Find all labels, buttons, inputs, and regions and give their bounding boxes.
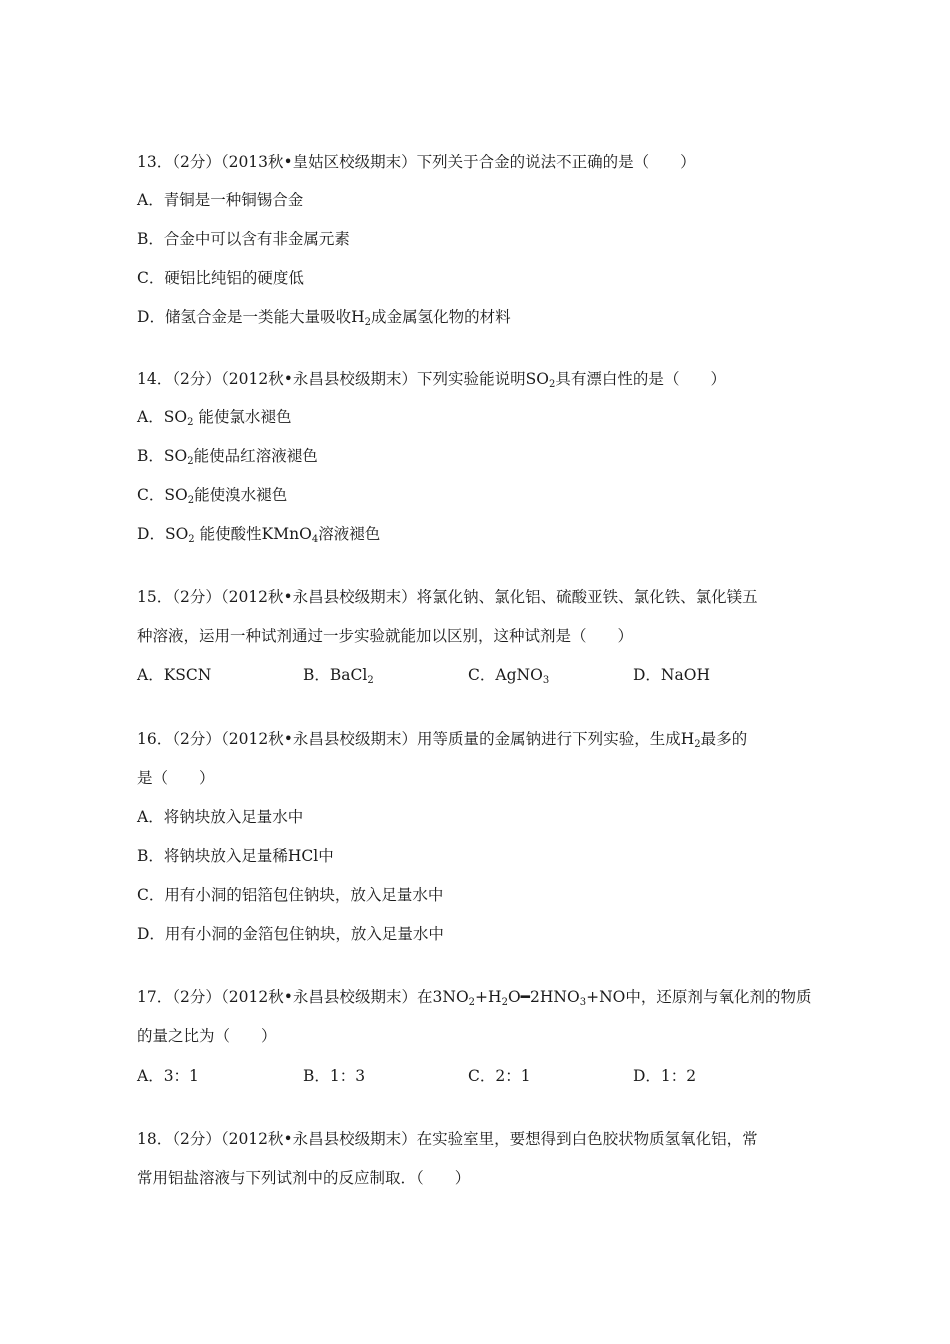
question-18-stem-line-1: 18．（2分）（2012秋•永昌县校级期末）在实验室里，要想得到白色胶状物质氢氧化铝，常: [137, 1130, 758, 1148]
question-16-option-a: A．将钠块放入足量水中: [137, 808, 304, 826]
question-17-option-b: B．1：3: [303, 1067, 366, 1085]
question-15-option-b: B．BaCl$_2$: [303, 666, 374, 686]
question-14-option-c: C．$SO_2$能使溴水褪色: [137, 486, 288, 506]
question-15-option-a: A．KSCN: [137, 666, 212, 684]
question-14-option-b: B．$SO_2$能使品红溶液褪色: [137, 447, 318, 467]
question-15-stem-line-1: 15．（2分）（2012秋•永昌县校级期末）将氯化钠、氯化铝、硫酸亚铁、氯化铁、氯化镁五: [137, 588, 758, 606]
question-13-option-d: D．储氢合金是一类能大量吸收$H_2$成金属氢化物的材料: [137, 308, 511, 328]
question-16-option-d: D．用有小洞的金箔包住钠块，放入足量水中: [137, 925, 444, 943]
question-13-option-b: B．合金中可以含有非金属元素: [137, 230, 350, 248]
question-17-option-d: D．1：2: [633, 1067, 697, 1085]
question-16-option-b: B．将钠块放入足量稀HCl中: [137, 847, 334, 865]
question-16-stem-line-2: 是（ ）: [137, 769, 215, 787]
question-18-stem-line-2: 常用铝盐溶液与下列试剂中的反应制取．（ ）: [137, 1169, 471, 1187]
question-15-option-c: C．AgNO$_3$: [468, 666, 550, 686]
question-17-stem-line-1: 17．（2分）（2012秋•永昌县校级期末）在$3NO_2+H_2O━2HNO_3+NO$中，还原剂与氧化剂的物质: [137, 988, 812, 1008]
question-14-option-a: A．$SO_2$ 能使氯水褪色: [137, 408, 292, 428]
question-17-stem-line-2: 的量之比为（ ）: [137, 1027, 277, 1045]
question-16-option-c: C．用有小洞的铝箔包住钠块，放入足量水中: [137, 886, 444, 904]
question-17-option-c: C．2：1: [468, 1067, 531, 1085]
question-14-option-d: D．$SO_2$ 能使酸性KMnO$_4$溶液褪色: [137, 525, 381, 545]
question-13-option-c: C．硬铝比纯铝的硬度低: [137, 269, 304, 287]
question-13-stem: 13．（2分）（2013秋•皇姑区校级期末）下列关于合金的说法不正确的是（ ）: [137, 153, 696, 171]
question-17-option-a: A．3：1: [137, 1067, 199, 1085]
question-15-stem-line-2: 种溶液，运用一种试剂通过一步实验就能加以区别，这种试剂是（ ）: [137, 627, 634, 645]
question-14-stem: 14．（2分）（2012秋•永昌县校级期末）下列实验能说明$SO_2$具有漂白性的是（ ）: [137, 370, 726, 390]
question-16-stem-line-1: 16．（2分）（2012秋•永昌县校级期末）用等质量的金属钠进行下列实验，生成$H_2$最多的: [137, 730, 748, 750]
question-15-option-d: D．NaOH: [633, 666, 710, 684]
question-13-option-a: A．青铜是一种铜锡合金: [137, 191, 304, 209]
